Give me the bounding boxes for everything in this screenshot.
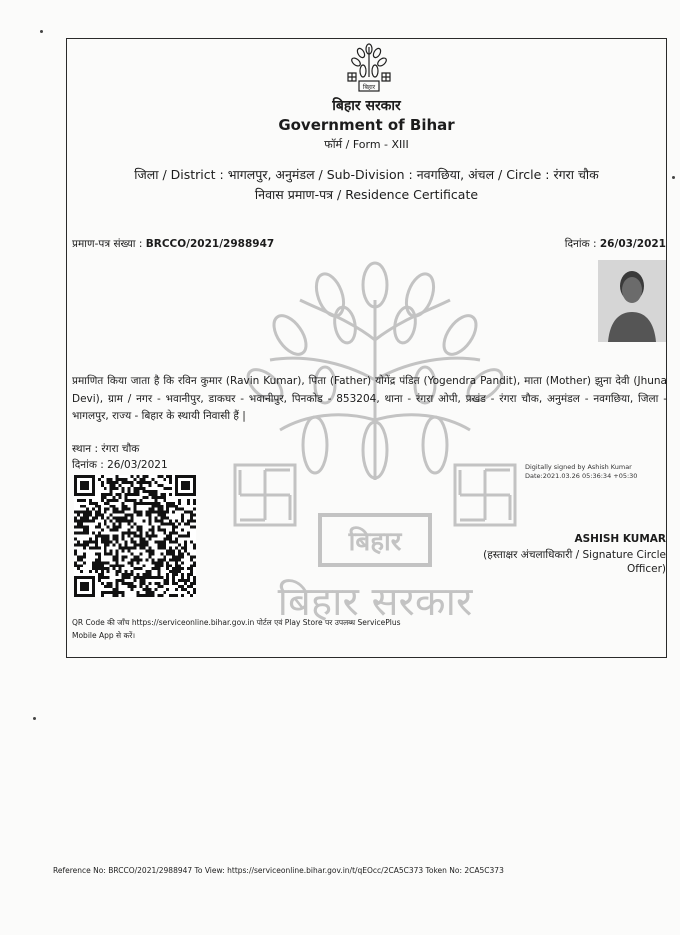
issue-date-value: 26/03/2021	[107, 459, 168, 471]
officer-title-line2: Officer)	[626, 563, 666, 575]
jurisdiction-line	[66, 166, 667, 183]
certificate-date	[565, 237, 666, 251]
govt-english-title: Government of Bihar	[278, 116, 455, 134]
certificate-date-value: 26/03/2021	[599, 238, 666, 250]
scan-speck	[40, 30, 43, 33]
certificate-title: निवास प्रमाण-पत्र / Residence Certificate	[254, 187, 479, 202]
certificate-number-label: प्रमाण-पत्र संख्या :	[72, 238, 143, 250]
scan-speck	[672, 176, 675, 179]
govt-hindi-title: बिहार सरकार	[332, 98, 401, 114]
certificate-number-value: BRCCO/2021/2988947	[145, 238, 275, 250]
qr-note-line2: Mobile App से करें।	[72, 631, 136, 640]
circle-value: रंगरा चौक	[553, 167, 599, 182]
officer-name: ASHISH KUMAR	[574, 533, 666, 545]
district-value: भागलपुर,	[227, 167, 272, 182]
certificate-number	[72, 237, 274, 251]
certificate-date-label: दिनांक :	[564, 238, 597, 250]
issue-date-label: दिनांक :	[72, 459, 104, 471]
issue-date-line	[72, 458, 168, 472]
place-line	[72, 442, 139, 456]
applicant-photo	[598, 260, 666, 342]
certificate-body: प्रमाणित किया जाता है कि रविन कुमार (Ravin Kumar), पिता (Father) योगेंद्र पंडित (Yogendra Pandit), माता (Mother) झुना देवी (Jhuna Devi), ग्राम / नगर - भवानीपुर, डाकघर - भवानीपुर, पिनकोड - 853204, थाना - रंगरा ओपी, प्रखंड - रंगरा चौक, अनुमंडल - नवगछिया, जिला - भागलपुर, राज्य - बिहार के स्थायी निवासी हैं |	[72, 375, 667, 422]
form-label: फॉर्म / Form - XIII	[324, 138, 409, 151]
watermark-text: बिहार सरकार	[277, 579, 473, 625]
district-label: जिला / District :	[134, 167, 224, 182]
scan-speck	[33, 717, 36, 720]
qr-note-line1: QR Code की जाँच https://serviceonline.bihar.gov.in पोर्टल एवं Play Store पर उपलब्ध ServicePlus	[72, 618, 401, 627]
digital-signature-line1: Digitally signed by Ashish Kumar	[525, 463, 632, 471]
digital-signature-line2: Date:2021.03.26 05:36:34 +05:30	[525, 472, 638, 480]
subdivision-label: अनुमंडल / Sub-Division :	[275, 167, 413, 182]
emblem-text: बिहार	[362, 84, 376, 91]
subdivision-value: नवगछिया,	[416, 167, 465, 182]
place-label: स्थान :	[72, 443, 99, 455]
bihar-emblem-icon	[345, 43, 393, 101]
qr-code	[74, 474, 196, 598]
reference-footer: Reference No: BRCCO/2021/2988947 To View: https://serviceonline.bihar.gov.in/t/qEOcc/2CA5C373 Token No: 2CA5C373	[53, 866, 504, 875]
circle-label: अंचल / Circle :	[468, 167, 550, 182]
person-icon	[598, 260, 666, 342]
officer-title-line1: (हस्ताक्षर अंचलाधिकारी / Signature Circle	[483, 549, 666, 561]
watermark-emblem	[230, 260, 520, 640]
watermark-box-text: बिहार	[348, 527, 402, 557]
place-value: रंगरा चौक	[101, 443, 140, 455]
